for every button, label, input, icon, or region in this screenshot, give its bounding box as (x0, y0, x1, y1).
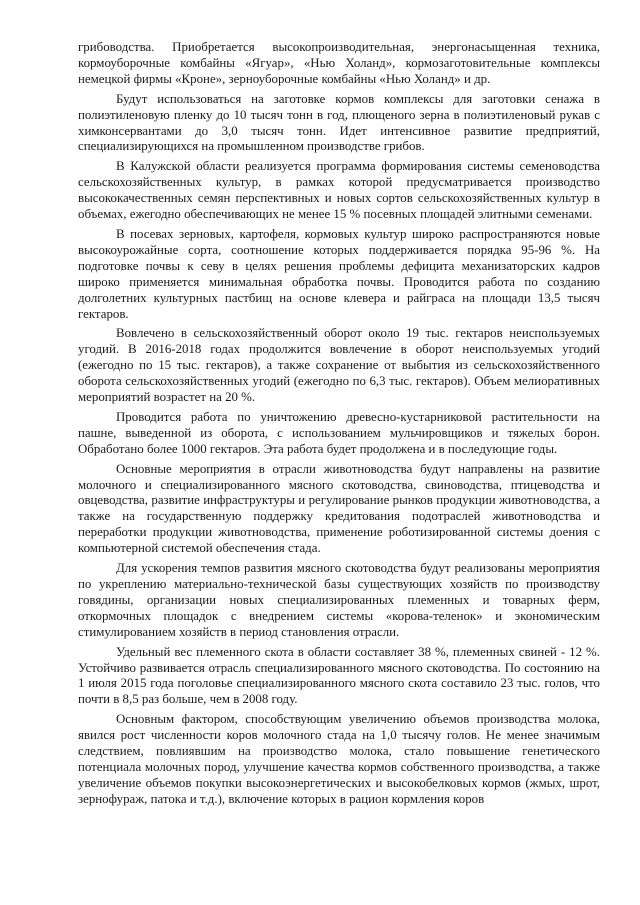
paragraph-feed-machinery: грибоводства. Приобретается высокопроизводительная, энергонасыщенная техника, кормоуборочные комбайны «Ягуар», «Нью Холанд», кормозаготовительные комплексы немецкой фирмы «Кроне», зерноуборочные комбайны «Нью Холанд» и др. (78, 40, 600, 86)
paragraph-silage-complexes: Будут использоваться на заготовке кормов комплексы для заготовки сенажа в полиэтиленовую пленку до 10 тысяч тонн в год, плющеного зерна в полиэтиленовый рукав с химконсервантами до 3,0 тысяч тонн. Идет интенсивное развитие предприятий, специализирующихся на промышленном производстве грибов. (78, 91, 600, 154)
paragraph-crop-varieties: В посевах зерновых, картофеля, кормовых культур широко распространяются новые высокоурожайные сорта, соотношение которых поддерживается порядка 95-96 %. На подготовке почвы к севу в целях решения проблемы дефицита механизаторских кадров широко применяется минимальная обработка почвы. Проводится работа по созданию долголетних культурных пастбищ на основе клевера и райграса на площади 13,5 тысяч гектаров. (78, 226, 600, 321)
paragraph-seed-production: В Калужской области реализуется программа формирования системы семеноводства сельскохозяйственных культур, в рамках которой предусматривается производство высококачественных семян перспективных и новых сортов сельскохозяйственных культур в объемах, ежегодно обеспечивающих не менее 15 % посевных площадей элитными семенами. (78, 159, 600, 222)
paragraph-milk-production: Основным фактором, способствующим увеличению объемов производства молока, явился рост численности коров молочного стада на 1,0 тысячу голов. Не менее значимым следствием, повлиявшим на производство молока, стало повышение генетического потенциала молочных пород, улучшение качества кормов собственного производства, а также увеличение объемов покупки высокоэнергетических и высокобелковых кормов (жмых, шрот, зернофураж, патока и т.д.), включение которых в рацион кормления коров (78, 712, 600, 806)
paragraph-shrub-clearing: Проводится работа по уничтожению древесно-кустарниковой растительности на пашне, выведенной из оборота, с использованием мульчировщиков и тяжелых борон. Обработано более 1000 гектаров. Эта работа будет продолжена и в последующие годы. (78, 409, 600, 456)
paragraph-beef-cattle: Для ускорения темпов развития мясного скотоводства будут реализованы мероприятия по укреплению материально-технической базы существующих хозяйств по производству говядины, организации новых специализированных племенных и товарных ферм, откормочных площадок с внедрением системы «корова-теленок» и экономическим стимулированием хозяйств в период становления отрасли. (78, 561, 600, 639)
paragraph-livestock-measures: Основные мероприятия в отрасли животноводства будут направлены на развитие молочного и специализированного мясного скотоводства, свиноводства, птицеводства и овцеводства, развитие инфраструктуры и регулирование рынков продукции животноводства, а также на государственную поддержку кредитования подотраслей животноводства и переработки продукции животноводства, применение роботизированной системы доения с компьютерной системой обеспечения стада. (78, 461, 600, 556)
paragraph-breeding-stock: Удельный вес племенного скота в области составляет 38 %, племенных свиней - 12 %. Устойчиво развивается отрасль специализированного мясного скотоводства. По состоянию на 1 июля 2015 года поголовье специализированного мясного скота составило 23 тыс. голов, что почти в 8,5 раз больше, чем в 2008 году. (78, 644, 600, 707)
document-page (78, 40, 600, 812)
paragraph-unused-land: Вовлечено в сельскохозяйственный оборот около 19 тыс. гектаров неиспользуемых угодий. В 2016-2018 годах продолжится вовлечение в оборот неиспользуемых угодий (ежегодно по 15 тыс. гектаров), а также сохранение от выбытия из сельскохозяйственного оборота сельскохозяйственных угодий (ежегодно по 6,3 тыс. гектаров). Объем мелиоративных мероприятий возрастет на 20 %. (78, 326, 600, 405)
